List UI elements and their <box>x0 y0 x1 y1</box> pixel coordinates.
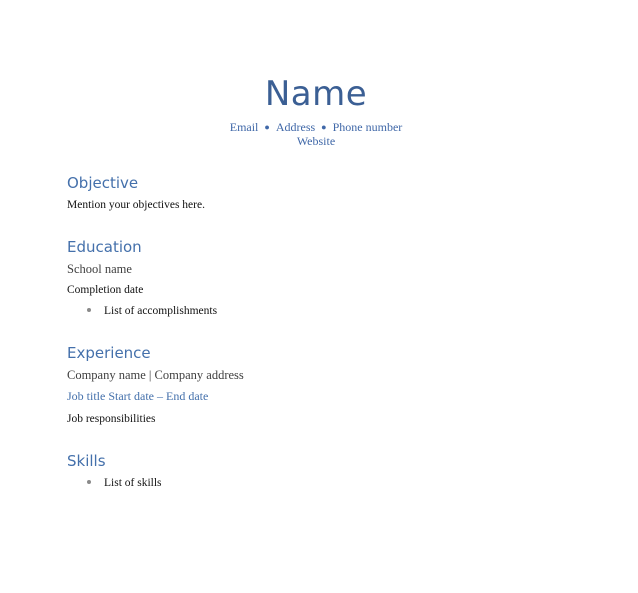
school-name: School name <box>67 262 132 276</box>
contact-address: Address <box>275 120 316 134</box>
contact-website: Website <box>296 134 336 148</box>
objective-heading: Objective <box>67 174 139 192</box>
resume-name: Name <box>264 74 368 114</box>
contact-email: Email <box>229 120 259 134</box>
experience-heading: Experience <box>67 344 151 362</box>
education-heading: Education <box>67 238 142 256</box>
skills-list-item <box>87 477 162 489</box>
bullet-icon <box>87 308 91 312</box>
contact-info <box>0 121 632 148</box>
job-title-dates: Job title Start date – End date <box>67 389 209 403</box>
separator-dot: ● <box>264 122 270 132</box>
skills-heading: Skills <box>67 452 106 470</box>
job-responsibilities: Job responsibilities <box>67 413 156 425</box>
accomplishment-text: List of accomplishments <box>104 305 218 317</box>
objective-text: Mention your objectives here. <box>67 199 205 211</box>
company-info: Company name | Company address <box>67 368 244 382</box>
completion-date: Completion date <box>67 284 144 296</box>
contact-line <box>0 121 632 135</box>
accomplishments-list-item <box>87 305 217 317</box>
separator-dot: ● <box>321 122 327 132</box>
bullet-icon <box>87 480 91 484</box>
contact-phone: Phone number <box>332 120 403 134</box>
skill-text: List of skills <box>104 477 162 489</box>
